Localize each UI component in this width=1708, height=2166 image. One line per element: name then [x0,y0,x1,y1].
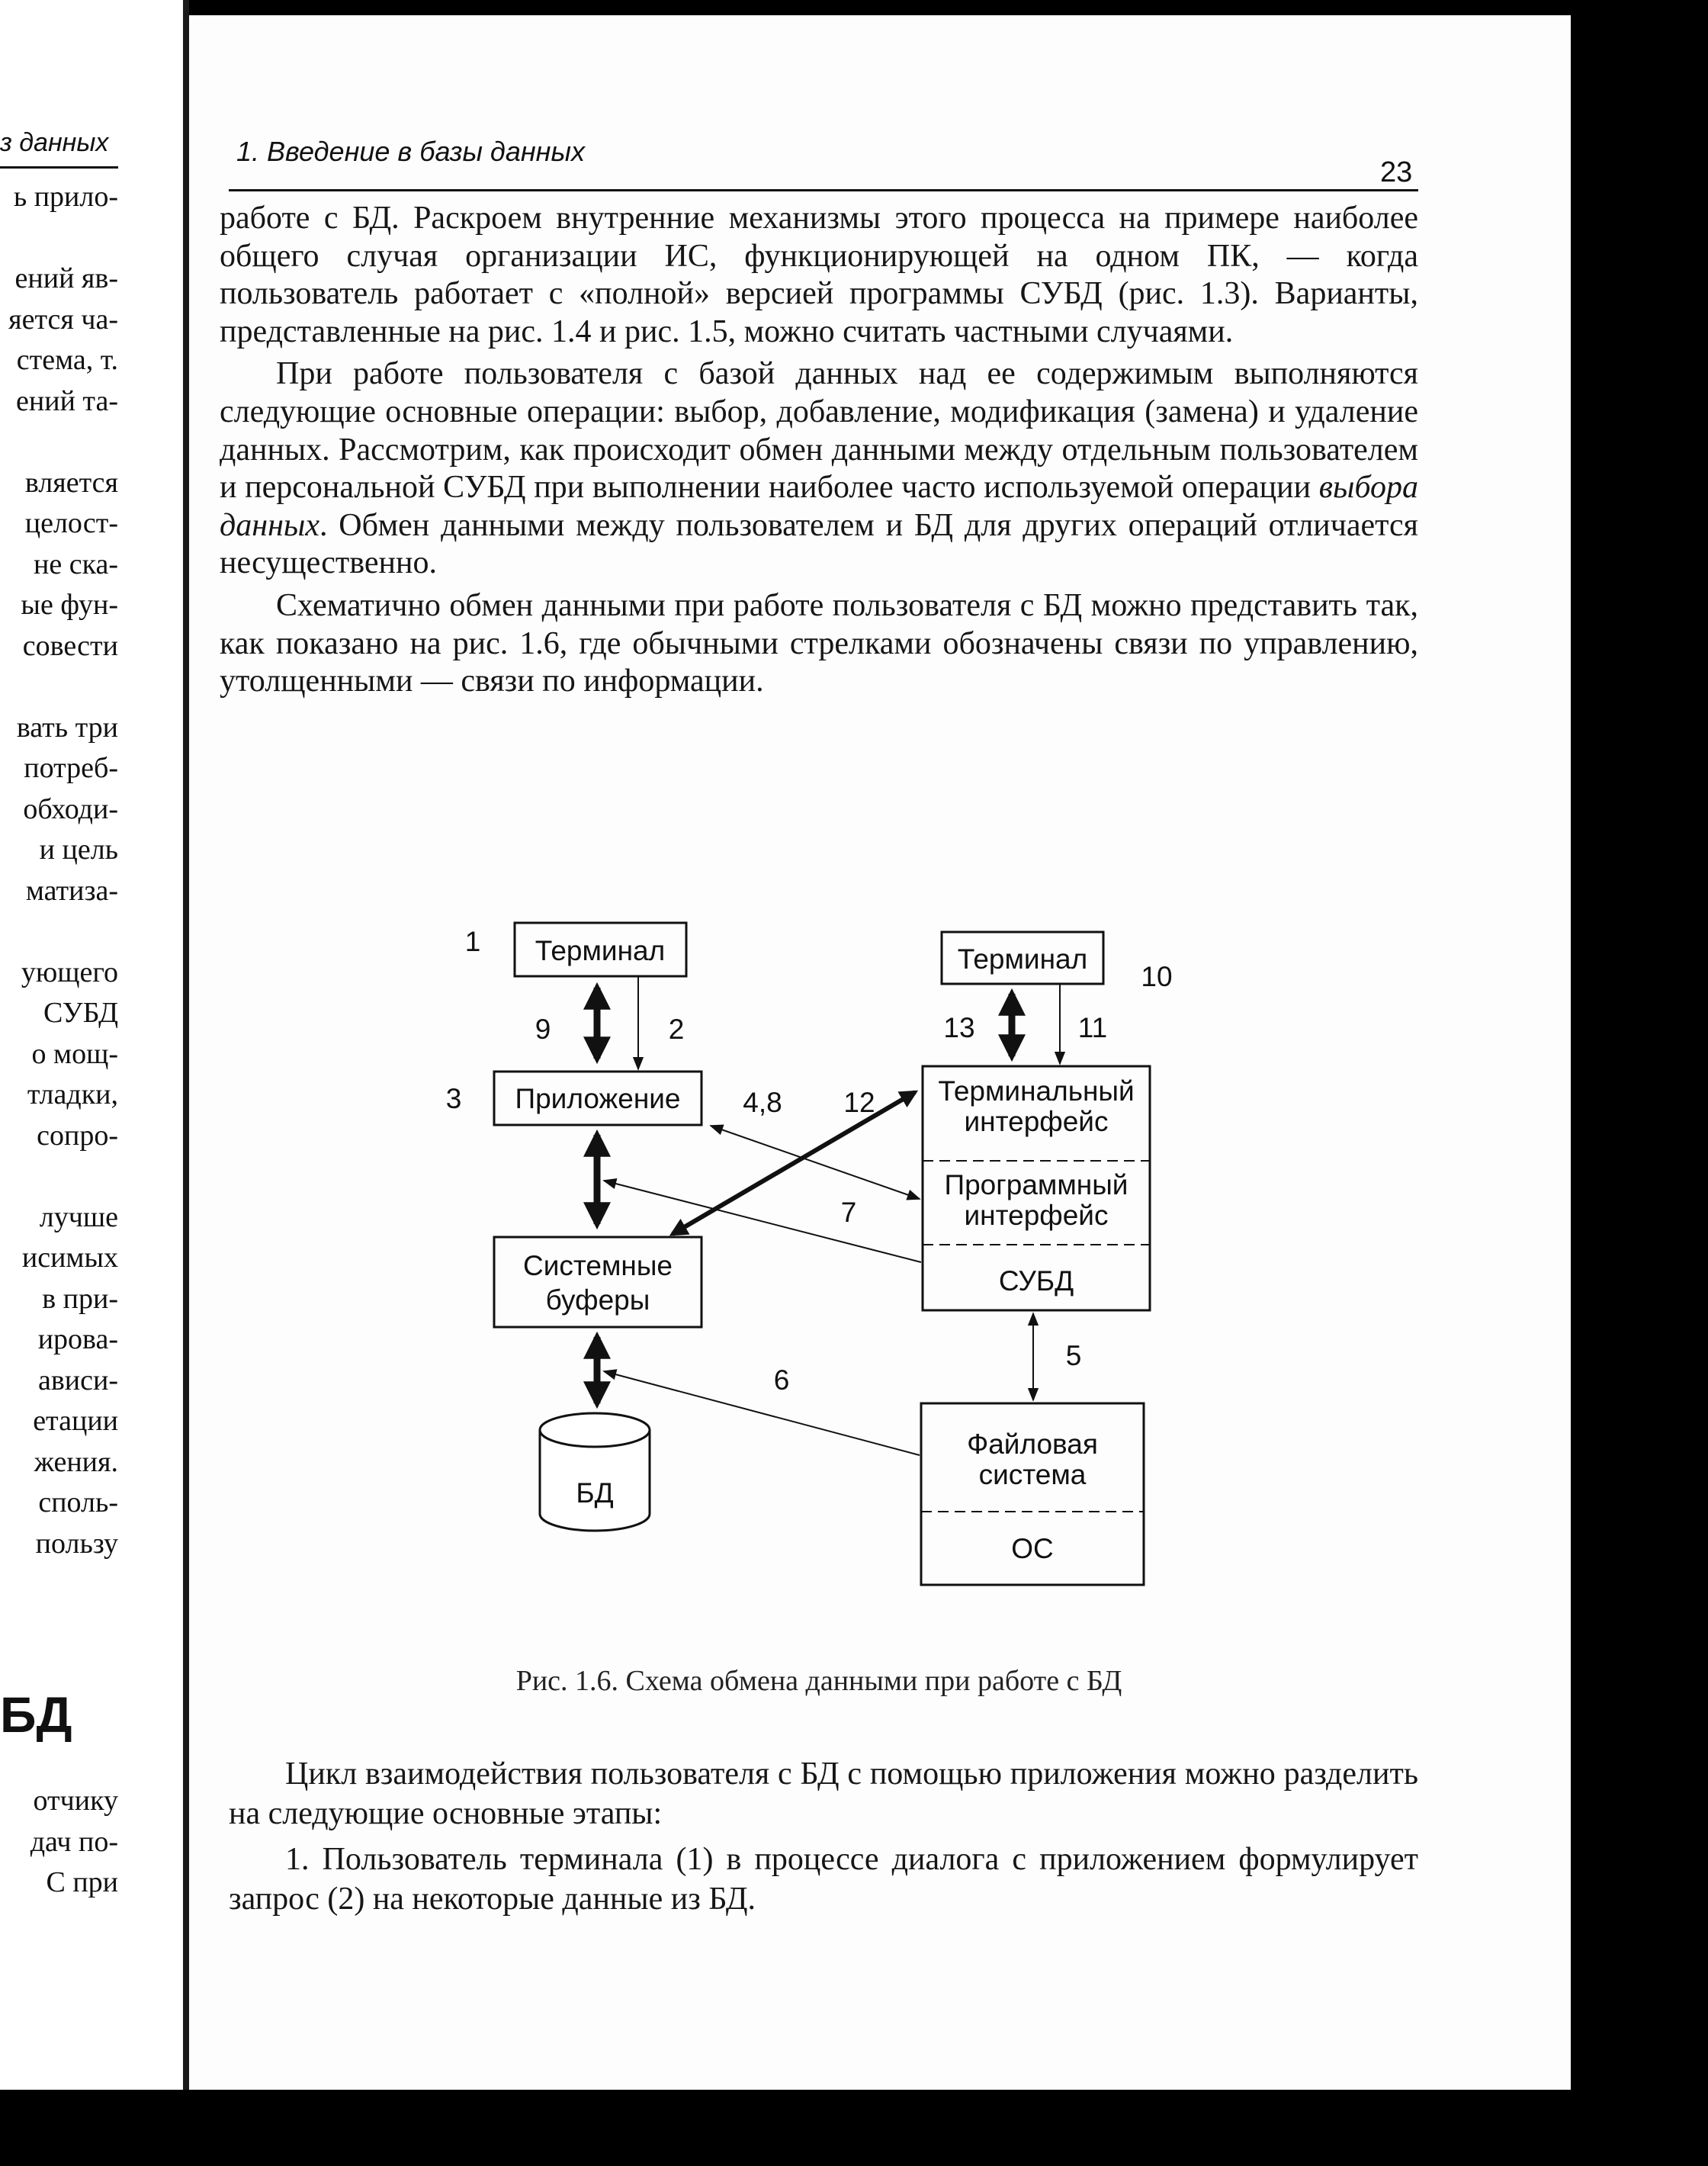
arrow-12 [673,1092,915,1234]
body-text-bottom [229,1754,1418,1925]
db-label: БД [576,1477,614,1509]
left-line: етации [33,1405,118,1437]
book-spine [183,0,189,2090]
left-line: вать три [16,711,118,744]
left-line: ависи- [37,1364,118,1396]
left-line [0,1156,118,1197]
terminal-interface-label-1: Терминальный [938,1075,1135,1107]
scan-bottom-edge [189,2090,1571,2166]
paragraph-5: 1. Пользователь терминала (1) в процессе диалога с приложением формулирует запрос (2) на некоторые данные из БД. [229,1842,1418,1917]
paragraph-1: работе с БД. Раскроем внутренние механизмы этого процесса на примере наиболее общего случая организации ИС, функционирующей на одном ПК, — когда пользователь работает с «полной» версией программы СУБД (рис. 1.3). Варианты, представленные на рис. 1.4 и рис. 1.5, можно считать частными случаями. [220,201,1418,349]
paragraph-2: При работе пользователя с базой данных над ее содержимым выполняются следующие основные операции: выбор, добавление, модификация (замена) и удаление данных. Рассмотрим, как происходит обмен данными между отдельным пользователем и персональной СУБД при выполнении наиболее часто используемой операции выбора данных. Обмен данными между пользователем и БД для других операций отличается несущественно. [220,356,1419,581]
header-rule [229,189,1418,191]
label-12: 12 [843,1087,875,1118]
program-interface-label-1: Программный [944,1169,1128,1200]
running-head: 1. Введение в базы данных [236,136,585,167]
label-11: 11 [1077,1012,1108,1043]
left-line: дач по- [30,1825,118,1858]
left-line: о мощ- [31,1037,118,1070]
os-label: ОС [1011,1533,1054,1564]
left-line: ые фун- [21,589,118,621]
left-line [0,911,118,953]
left-line: споль- [38,1486,118,1518]
label-13: 13 [943,1012,975,1043]
left-line: целост- [24,507,118,539]
label-7: 7 [840,1197,857,1228]
label-2: 2 [668,1014,685,1045]
left-line: и цель [39,834,118,866]
arrow-4-8 [711,1126,920,1199]
figure-1-6 [412,892,1182,1602]
system-buffers-label-2: буферы [545,1284,650,1316]
left-line: ений яв- [14,262,118,294]
file-system-label-1: Файловая [967,1428,1098,1460]
left-running-head: з данных [0,128,109,157]
left-page-fragment [0,0,183,2090]
left-line: стема, т. [16,344,118,376]
paragraph-4: Цикл взаимодействия пользователя с БД с помощью приложения можно разделить на следующие основные этапы: [229,1756,1418,1831]
file-system-label-2: система [978,1459,1087,1490]
paragraph-3: Схематично обмен данными при работе пользователя с БД можно представить так, как показано на рис. 1.6, где обычными стрелками обозначены связи по управлению, утолщенными — связи по информации. [220,587,1418,699]
label-3: 3 [445,1083,462,1114]
left-line: не ска- [34,548,118,580]
left-line [0,218,118,259]
left-line: вляется [24,466,118,499]
left-line [0,667,118,708]
terminal-right-label: Терминал [957,943,1088,975]
db-cylinder-top [540,1413,650,1447]
dbms-label: СУБД [998,1265,1074,1297]
left-head-rule [0,166,118,169]
left-line: в при- [42,1282,118,1315]
left-line: ирова- [37,1323,118,1355]
label-1: 1 [464,926,481,957]
left-line: ений та- [16,384,118,417]
body-text-top [220,200,1418,705]
left-line: совести [22,629,118,662]
application-label: Приложение [515,1083,681,1114]
left-line [0,422,118,463]
left-line: обходи- [23,792,118,825]
system-buffers-label-1: Системные [522,1250,673,1281]
left-line: потреб- [24,752,118,784]
label-9: 9 [535,1014,551,1045]
left-line: СУБД [43,997,118,1029]
left-line: жения. [34,1445,118,1478]
terminal-interface-label-2: интерфейс [964,1106,1109,1137]
left-line: ь прило- [13,181,118,213]
left-line: сопро- [37,1119,118,1152]
left-line: тладки, [27,1078,118,1110]
arrow-6 [604,1371,920,1455]
emphasis-text: выбора данных [220,470,1419,543]
left-line: ующего [21,956,118,988]
left-line: яется ча- [8,303,118,336]
label-10: 10 [1141,961,1173,992]
left-section-heading: БД [0,1686,72,1743]
left-line: исимых [21,1242,118,1274]
left-line: матиза- [25,874,118,907]
left-line: лучше [39,1200,118,1233]
left-line: пользу [35,1527,118,1560]
terminal-left-label: Терминал [535,935,666,966]
label-6: 6 [773,1364,790,1396]
left-page-text-lower [0,1781,118,1904]
program-interface-label-2: интерфейс [964,1200,1109,1231]
figure-caption: Рис. 1.6. Схема обмена данными при работе с БД [515,1665,1122,1697]
label-5: 5 [1065,1340,1082,1371]
left-line: С при [46,1866,118,1898]
left-line: отчику [33,1785,118,1817]
page-number: 23 [1380,156,1413,188]
label-4-8: 4,8 [743,1087,782,1118]
left-page-text [0,177,118,1564]
